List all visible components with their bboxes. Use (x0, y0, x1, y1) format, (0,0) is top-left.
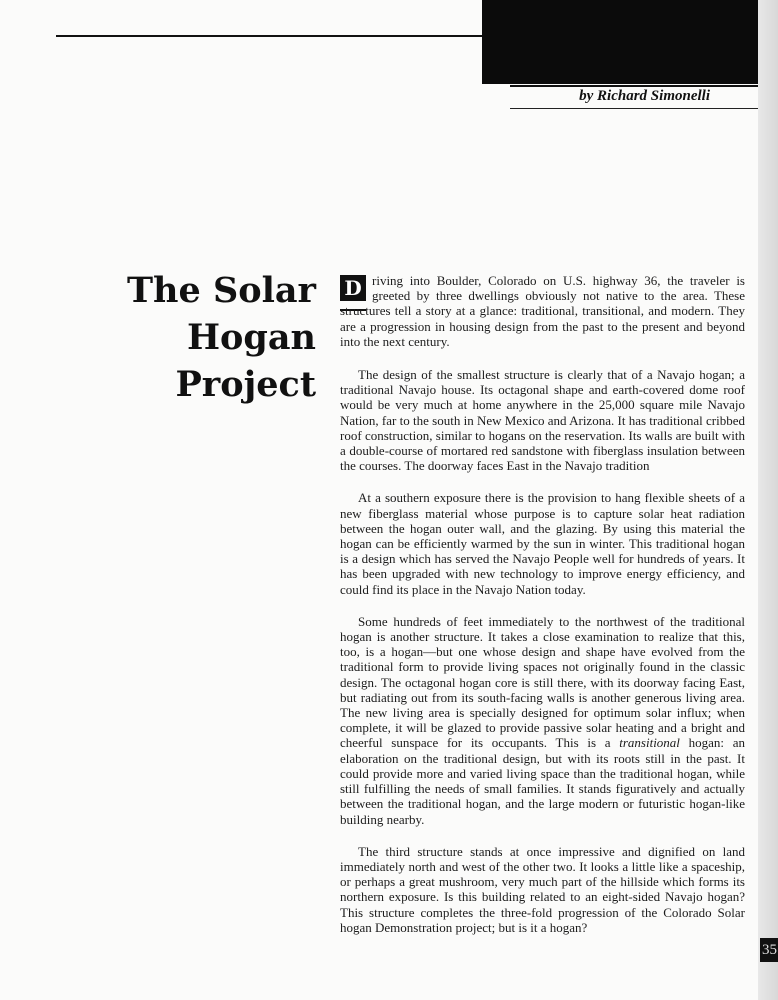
header-black-block (482, 0, 758, 84)
paragraph-text: riving into Boulder, Colorado on U.S. highway 36, the traveler is greeted by three dwellings obviously not native to the area. These structures tell a story at a glance: traditional, transitional, and modern. They are a progression in housing design from the past to the present and beyond into the next century. (340, 273, 745, 349)
paragraph (340, 273, 745, 349)
page-edge (758, 0, 778, 1000)
drop-cap: D (340, 275, 366, 301)
paragraph-text: Some hundreds of feet immediately to the northwest of the traditional hogan is another structure. It takes a close examination to realize that this, too, is a hogan—but one whose design and shape have evolved from the traditional form to provide living spaces not originally found in the classic design. The octagonal hogan core is still there, with its doorway facing East, but radiating out from its south-facing walls is another generous living area. The new living area is specially designed for optimum solar influx; when complete, it will be glazed to provide passive solar heating and a bright and cheerful sunspace for its occupants. This is a (340, 613, 745, 751)
article-body (340, 273, 745, 952)
title-line: The Solar (127, 270, 316, 311)
emphasis-text: transitional (619, 735, 680, 751)
paragraph-text: hogan: an elaboration on the traditional design, but with its roots still in the past. It could provide more and varied living space than the traditional hogan, while still fulfilling the needs of small families. It stands figuratively and actually between the traditional hogan, and the large modern or futuristic hogan-like building nearby. (340, 735, 746, 827)
paragraph (340, 614, 745, 827)
header-rule (56, 35, 486, 37)
title-line: Project (175, 364, 316, 405)
page-number: 35 (760, 938, 778, 962)
byline-rule-bottom (510, 108, 758, 109)
paragraph: The design of the smallest structure is clearly that of a Navajo hogan; a traditional Navajo house. Its octagonal shape and earth-covered dome roof would be very much at home anywhere in the 25,000 square mile Navajo Nation, far to the south in New Mexico and Arizona. It has traditional cribbed roof construction, similar to hogans on the reservation. Its walls are built with a double-course of mortared red sandstone with fiberglass insulation between the courses. The doorway faces East in the Navajo tradition (340, 367, 745, 474)
article-title (110, 267, 316, 408)
byline: by Richard Simonelli (579, 88, 710, 104)
byline-rule-top (510, 85, 758, 87)
paragraph: At a southern exposure there is the provision to hang flexible sheets of a new fiberglass material whose purpose is to capture solar heat radiation between the hogan outer wall, and the glazing. By using this material the hogan can be efficiently warmed by the sun in winter. This traditional hogan is a design which has served the Navajo People well for hundreds of years. It has been upgraded with new technology to improve energy efficiency, and could find its place in the Navajo Nation today. (340, 490, 745, 597)
paragraph: The third structure stands at once impressive and dignified on land immediately north and west of the other two. It looks a little like a spaceship, or perhaps a great mushroom, very much part of the hillside which forms its northern exposure. Is this building related to an eight-sided Navajo hogan? This structure completes the three-fold progression of the Colorado Solar hogan Demonstration project; but is it a hogan? (340, 843, 745, 935)
title-line: Hogan (186, 317, 316, 358)
